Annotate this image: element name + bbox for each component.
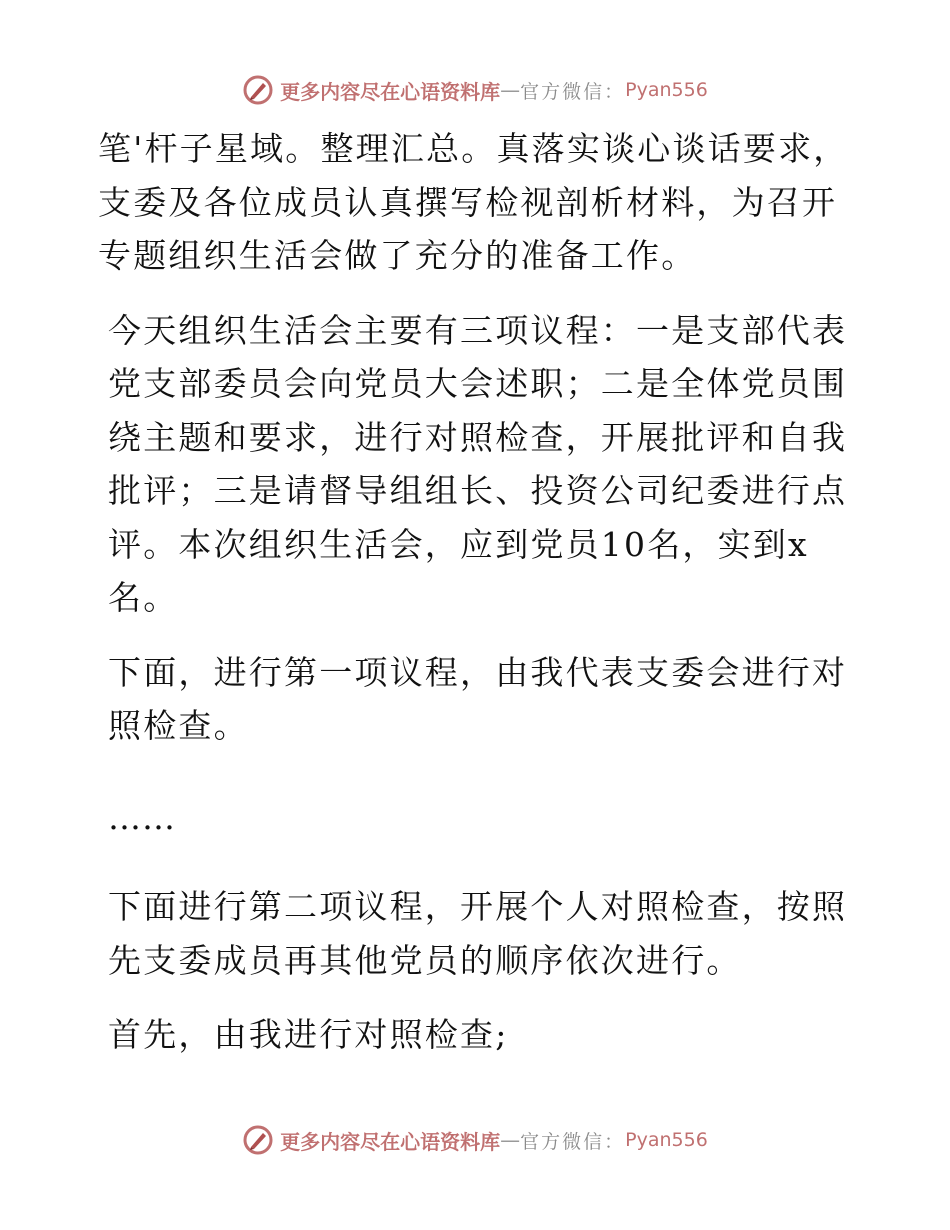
paragraph: 今天组织生活会主要有三项议程：一是支部代表党支部委员会向党员大会述职；二是全体党员围绕主题和要求，进行对照检查，开展批评和自我批评；三是请督导组组长、投资公司纪委进行点评。本次组织生活会，应到党员10名，实到x名。 xyxy=(108,310,848,617)
paragraph: 笔'杆子星域。整理汇总。真落实谈心谈话要求，支委及各位成员认真撰写检视剖析材料，为召开专题组织生活会做了充分的准备工作。 xyxy=(98,129,849,275)
banner-text: 更多内容尽在心语资料库 xyxy=(280,1129,501,1154)
pen-logo-icon xyxy=(242,74,274,106)
footer-banner xyxy=(0,1120,950,1160)
paragraph: 下面，进行第一项议程，由我代表支委会进行对照检查。 xyxy=(108,652,848,745)
banner-separator: — xyxy=(500,1128,521,1152)
paragraph: 首先，由我进行对照检查; xyxy=(108,1015,509,1054)
banner-separator: — xyxy=(500,78,521,102)
paragraph: 下面进行第二项议程，开展个人对照检查，按照先支委成员再其他党员的顺序依次进行。 xyxy=(108,887,848,980)
banner-wechat-id: Pyan556 xyxy=(625,79,708,101)
banner-wechat-id: Pyan556 xyxy=(625,1129,708,1151)
document-body xyxy=(98,122,858,1083)
banner-wechat-label: 官方微信： xyxy=(520,1130,626,1153)
pen-logo-icon xyxy=(242,1124,274,1156)
banner-text: 更多内容尽在心语资料库 xyxy=(280,79,501,104)
header-banner xyxy=(0,70,950,110)
banner-wechat-label: 官方微信： xyxy=(520,80,626,103)
ellipsis: …… xyxy=(108,797,176,837)
